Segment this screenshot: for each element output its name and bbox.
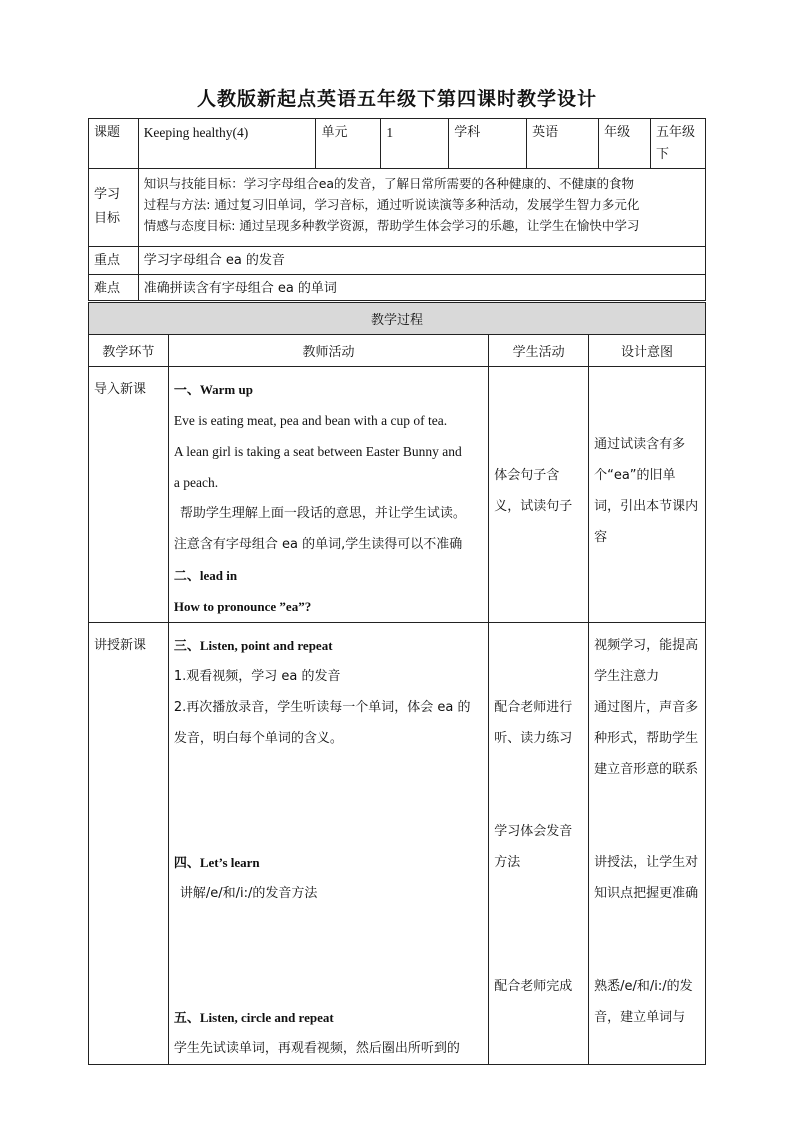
topic-label: 课题 — [89, 119, 139, 169]
difficulty-label: 难点 — [89, 275, 139, 301]
text-line: 注意含有字母组合 ea 的单词,学生读得可以不准确 — [173, 537, 463, 552]
intent-1: 视频学习，能提高学生注意力 — [594, 638, 699, 684]
text-line: How to pronounce ”ea”? — [173, 599, 312, 614]
subject-label: 学科 — [449, 119, 527, 169]
step-heading: 二、lead in — [173, 568, 238, 583]
teacher-activity-new — [168, 623, 488, 1065]
unit-label: 单元 — [316, 119, 381, 169]
text-line: 发音，明白每个单词的含义。 — [173, 731, 343, 746]
key-point-label: 重点 — [89, 247, 139, 275]
header-intent: 设计意图 — [589, 335, 706, 367]
grade-label: 年级 — [599, 119, 651, 169]
objective-attitude: 情感与态度目标: 通过呈现多种教学资源，帮助学生体会学习的乐趣，让学生在愉快中学习 — [143, 218, 640, 233]
objective-knowledge: 知识与技能目标：学习字母组合ea的发音，了解日常所需要的各种健康的、不健康的食物 — [143, 176, 635, 191]
objectives-content — [138, 169, 705, 247]
grade-value: 五年级下 — [651, 119, 706, 169]
step-heading: 三、Listen, point and repeat — [173, 638, 333, 653]
table-row — [89, 367, 706, 623]
intent-4: 熟悉/e/和/i:/的发音，建立单词与 — [594, 979, 693, 1025]
process-table — [88, 302, 706, 1065]
stage-intro: 导入新课 — [89, 367, 169, 623]
text-line: 讲解/e/和/i:/的发音方法 — [179, 886, 318, 901]
student-activity-3: 配合老师完成 — [494, 979, 573, 994]
topic-value: Keeping healthy(4) — [138, 119, 316, 169]
student-activity-2: 学习体会发音方法 — [494, 824, 573, 870]
text-line: 帮助学生理解上面一段话的意思，并让学生试读。 — [179, 506, 466, 521]
text-line: A lean girl is taking a seat between Easter Bunny and — [173, 444, 462, 459]
step-heading: 一、Warm up — [173, 382, 253, 397]
text-line: a peach. — [173, 475, 219, 490]
key-point-value: 学习字母组合 ea 的发音 — [138, 247, 705, 275]
design-intent-new — [589, 623, 706, 1065]
header-teacher: 教师活动 — [168, 335, 488, 367]
intent-2: 通过图片，声音多种形式，帮助学生建立音形意的联系 — [594, 700, 699, 777]
header-student: 学生活动 — [489, 335, 589, 367]
stage-new: 讲授新课 — [89, 623, 169, 1065]
text-line: 1.观看视频，学习 ea 的发音 — [173, 669, 341, 684]
design-intent-intro: 通过试读含有多个“ea”的旧单词，引出本节课内容 — [589, 367, 706, 623]
text-line: Eve is eating meat, pea and bean with a cup of tea. — [173, 413, 448, 428]
text-line: 2.再次播放录音，学生听读每一个单词，体会 ea 的 — [173, 700, 471, 715]
objective-process: 过程与方法: 通过复习旧单词，学习音标，通过听说读演等多种活动，发展学生智力多元化 — [143, 197, 640, 212]
header-stage: 教学环节 — [89, 335, 169, 367]
student-activity-intro: 体会句子含义，试读句子 — [489, 367, 589, 623]
text-line: 学生先试读单词，再观看视频，然后圈出所听到的 — [173, 1041, 460, 1056]
teacher-activity-intro — [168, 367, 488, 623]
process-section-title: 教学过程 — [89, 303, 706, 335]
info-table — [88, 118, 706, 301]
page-title: 人教版新起点英语五年级下第四课时教学设计 — [196, 88, 597, 110]
unit-value: 1 — [381, 119, 449, 169]
student-activity-new — [489, 623, 589, 1065]
subject-value: 英语 — [527, 119, 599, 169]
table-row — [89, 623, 706, 1065]
difficulty-value: 准确拼读含有字母组合 ea 的单词 — [138, 275, 705, 301]
objectives-label: 学习目标 — [89, 169, 139, 247]
student-activity-1: 配合老师进行听、读力练习 — [494, 700, 573, 746]
step-heading: 四、Let’s learn — [173, 855, 260, 870]
step-heading: 五、Listen, circle and repeat — [173, 1010, 334, 1025]
intent-3: 讲授法，让学生对知识点把握更准确 — [594, 855, 699, 901]
